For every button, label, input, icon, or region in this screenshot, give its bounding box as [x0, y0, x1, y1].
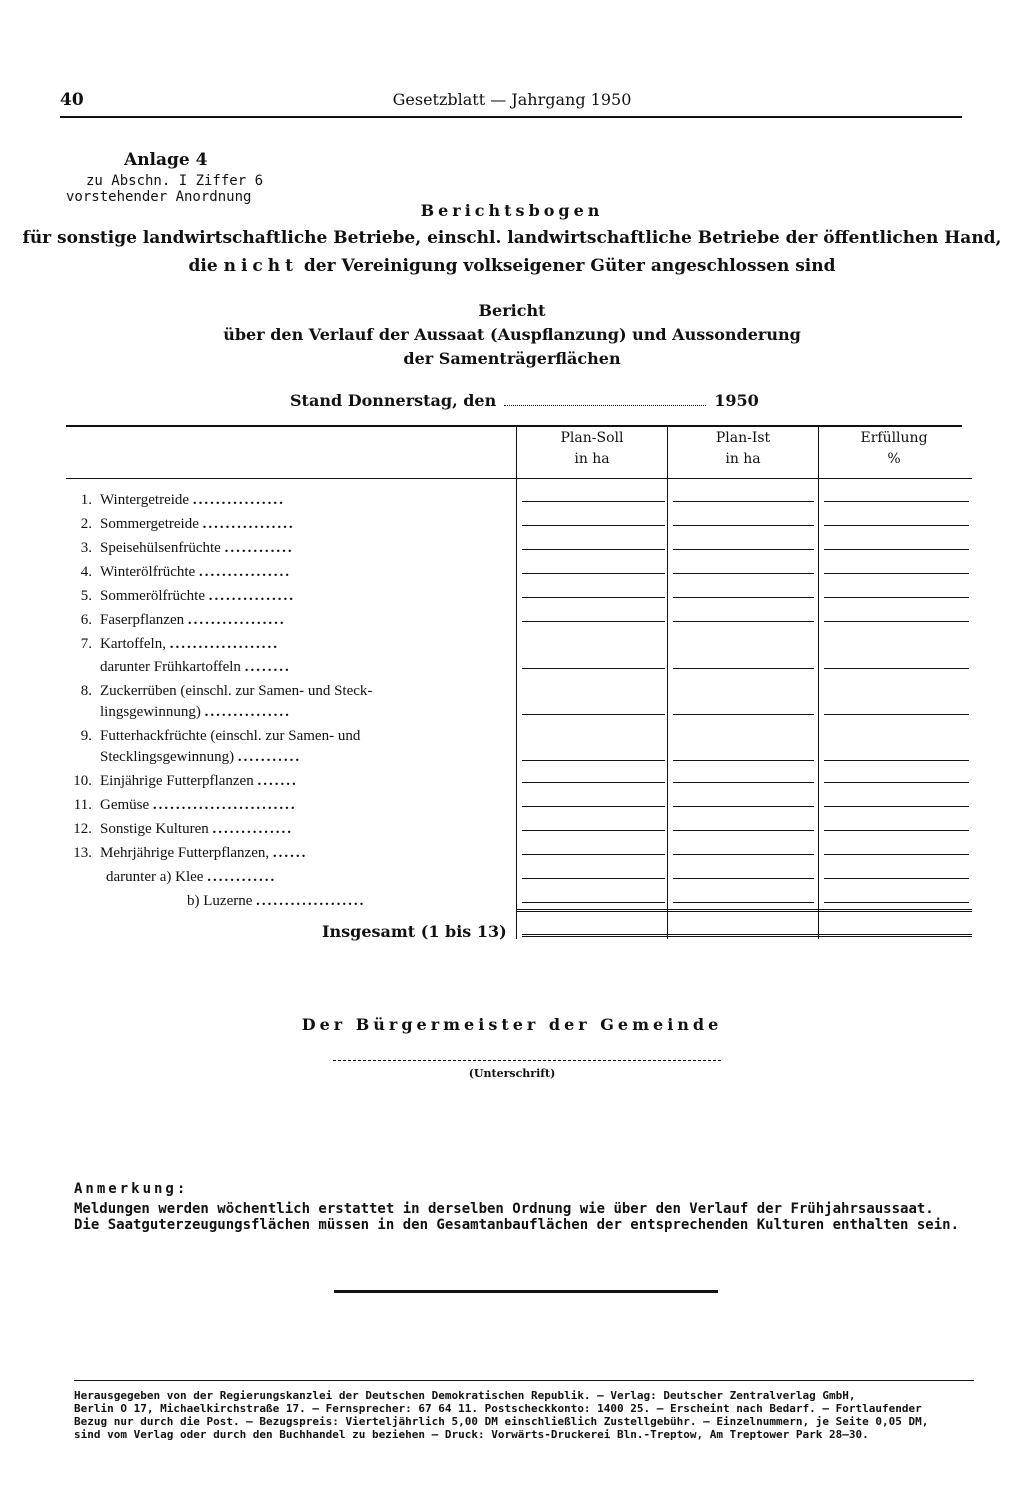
- row-number: 8.: [80, 683, 92, 699]
- entry-cell-line[interactable]: [824, 501, 969, 502]
- crop-label: lingsgewinnung): [100, 704, 201, 720]
- entry-cell-line[interactable]: [673, 760, 814, 761]
- crop-label: darunter Frühkartoffeln: [100, 659, 241, 675]
- crop-label: Sommerölfrüchte: [100, 588, 205, 604]
- leader-dots: ........: [244, 659, 291, 675]
- crop-label: Einjährige Futterpflanzen: [100, 773, 254, 789]
- total-label: Insgesamt (1 bis 13): [322, 922, 507, 941]
- column-header-plan-ist: [673, 428, 813, 470]
- crop-label: Sonstige Kulturen: [100, 821, 209, 837]
- entry-cell-line[interactable]: [673, 714, 814, 715]
- leader-dots: ...................: [169, 636, 279, 652]
- stand-label: Stand Donnerstag, den: [290, 391, 497, 410]
- annex-title: Anlage 4: [124, 150, 208, 170]
- entry-cell-line[interactable]: [673, 597, 814, 598]
- total-double-rule: [522, 934, 972, 937]
- entry-cell-line[interactable]: [522, 782, 665, 783]
- form-subtitle-line-1: für sonstige landwirtschaftliche Betriebe, einschl. landwirtschaftliche Betriebe der öffentlichen Hand,: [22, 228, 1002, 248]
- entry-cell-line[interactable]: [522, 878, 665, 879]
- entry-cell-line[interactable]: [673, 782, 814, 783]
- column-divider-1: [516, 425, 517, 939]
- table-row-label: [66, 659, 291, 676]
- entry-cell-line[interactable]: [824, 597, 969, 598]
- crop-label: Sommergetreide: [100, 516, 199, 532]
- entry-cell-line[interactable]: [824, 782, 969, 783]
- crop-label: Speisehülsenfrüchte: [100, 540, 221, 556]
- entry-cell-line[interactable]: [522, 501, 665, 502]
- row-number: 5.: [80, 588, 92, 604]
- row-number: 6.: [80, 612, 92, 628]
- table-row-label: [187, 893, 365, 910]
- entry-cell-line[interactable]: [673, 878, 814, 879]
- crop-label: darunter a) Klee: [106, 869, 204, 885]
- entry-cell-line[interactable]: [824, 760, 969, 761]
- entry-cell-line[interactable]: [522, 830, 665, 831]
- imprint-line-1: Herausgegeben von der Regierungskanzlei der Deutschen Demokratischen Republik. — Verlag: Deutscher Zentralverlag GmbH,: [74, 1389, 856, 1402]
- table-row-label: [66, 564, 291, 581]
- column-header-erfuellung: [824, 428, 964, 470]
- entry-cell-line[interactable]: [522, 806, 665, 807]
- leader-dots: ...............: [208, 588, 295, 604]
- table-row-label: [66, 516, 295, 533]
- entry-cell-line[interactable]: [824, 854, 969, 855]
- entry-cell-line[interactable]: [522, 902, 665, 903]
- table-row-label: [66, 821, 293, 838]
- column-divider-3: [818, 425, 819, 939]
- leader-dots: ................: [192, 492, 285, 508]
- subtitle-suffix: der Vereinigung volkseigener Güter angeschlossen sind: [303, 256, 836, 276]
- entry-cell-line[interactable]: [673, 549, 814, 550]
- entry-cell-line[interactable]: [824, 830, 969, 831]
- entry-cell-line[interactable]: [673, 806, 814, 807]
- row-number: 9.: [80, 728, 92, 744]
- subtitle-emphasis: nicht: [223, 256, 298, 276]
- header-rule: [60, 116, 962, 118]
- entry-cell-line[interactable]: [824, 573, 969, 574]
- table-row-label: [66, 540, 294, 557]
- entry-cell-line[interactable]: [522, 573, 665, 574]
- entry-cell-line[interactable]: [522, 854, 665, 855]
- leader-dots: ..............: [212, 821, 293, 837]
- column-header-line-1: Plan-Ist: [715, 430, 771, 446]
- entry-cell-line[interactable]: [673, 902, 814, 903]
- imprint-line-3: Bezug nur durch die Post. — Bezugspreis: Vierteljährlich 5,00 DM einschließlich Zustellgebühr. — Einzelnummern, je Seite 0,05 DM,: [74, 1415, 929, 1428]
- entry-cell-line[interactable]: [673, 668, 814, 669]
- table-row-label: [66, 612, 286, 629]
- entry-cell-line[interactable]: [824, 902, 969, 903]
- row-number: 7.: [80, 636, 92, 652]
- column-header-line-2: in ha: [574, 451, 610, 467]
- leader-dots: .........................: [152, 797, 297, 813]
- row-number: 2.: [80, 516, 92, 532]
- row-number: 11.: [73, 797, 92, 813]
- leader-dots: ............: [224, 540, 294, 556]
- running-title: Gesetzblatt — Jahrgang 1950: [392, 90, 632, 109]
- crop-label: b) Luzerne: [187, 893, 253, 909]
- leader-dots: ...........: [237, 749, 302, 765]
- subtitle-prefix: die: [188, 256, 218, 276]
- crop-label: Stecklingsgewinnung): [100, 749, 235, 765]
- entry-cell-line[interactable]: [673, 621, 814, 622]
- stand-year: 1950: [714, 391, 759, 410]
- entry-cell-line[interactable]: [673, 573, 814, 574]
- signature-field[interactable]: [333, 1060, 721, 1061]
- entry-cell-line[interactable]: [522, 760, 665, 761]
- imprint-line-4: sind vom Verlag oder durch den Buchhandel zu beziehen — Druck: Vorwärts-Druckerei Bln.-Treptow, Am Treptower Park 28—30.: [74, 1428, 869, 1441]
- report-line-1: über den Verlauf der Aussaat (Auspflanzung) und Aussonderung: [223, 325, 801, 344]
- report-line-2: der Samenträgerflächen: [403, 349, 621, 368]
- crop-label: Wintergetreide: [100, 492, 190, 508]
- entry-cell-line[interactable]: [522, 525, 665, 526]
- entry-cell-line[interactable]: [673, 854, 814, 855]
- signature-label: (Unterschrift): [468, 1067, 556, 1080]
- table-row-label: [66, 704, 291, 721]
- entry-cell-line[interactable]: [824, 549, 969, 550]
- row-number: 3.: [80, 540, 92, 556]
- leader-dots: ...............: [204, 704, 291, 720]
- row-number: 4.: [80, 564, 92, 580]
- table-top-rule: [66, 425, 962, 427]
- table-row-label: [66, 797, 297, 814]
- remark-line-2: Die Saatguterzeugungsflächen müssen in den Gesamtanbauflächen der entsprechenden Kulturen enthalten sein.: [74, 1217, 960, 1233]
- table-row-label: [66, 492, 285, 509]
- table-row-label: [66, 749, 301, 766]
- table-row-label: [66, 845, 307, 862]
- report-title: Bericht: [478, 301, 546, 320]
- crop-label: Winterölfrüchte: [100, 564, 196, 580]
- leader-dots: ......: [272, 845, 308, 861]
- total-separator-rule: [516, 909, 972, 912]
- column-header-line-2: %: [887, 451, 901, 467]
- imprint-line-2: Berlin O 17, Michaelkirchstraße 17. — Fernsprecher: 67 64 11. Postscheckkonto: 1400 25. — Erscheint nach Bedarf. — Fortlaufender: [74, 1402, 922, 1415]
- leader-dots: ............: [207, 869, 277, 885]
- leader-dots: .......: [257, 773, 298, 789]
- remark-line-1: Meldungen werden wöchentlich erstattet in derselben Ordnung wie über den Verlauf der Frühjahrsaussaat.: [74, 1201, 934, 1217]
- crop-label: Mehrjährige Futterpflanzen,: [100, 845, 270, 861]
- row-number: 10.: [73, 773, 92, 789]
- remark-heading: Anmerkung:: [74, 1181, 189, 1197]
- table-row-label: [66, 683, 372, 700]
- form-title: Berichtsbogen: [420, 201, 604, 220]
- table-row-label: [66, 728, 360, 745]
- entry-cell-line[interactable]: [824, 714, 969, 715]
- table-row-label: [66, 588, 295, 605]
- crop-label: Kartoffeln,: [100, 636, 166, 652]
- footer-rule: [74, 1380, 974, 1381]
- leader-dots: ................: [202, 516, 295, 532]
- entry-cell-line[interactable]: [824, 806, 969, 807]
- entry-cell-line[interactable]: [824, 878, 969, 879]
- date-blank-field[interactable]: [504, 393, 706, 406]
- closing-rule: [334, 1290, 718, 1293]
- row-number: 1.: [80, 492, 92, 508]
- column-header-plan-soll: [522, 428, 662, 470]
- entry-cell-line[interactable]: [824, 668, 969, 669]
- crop-label: Zuckerrüben (einschl. zur Samen- und Steck-: [100, 683, 373, 699]
- entry-cell-line[interactable]: [673, 525, 814, 526]
- table-row-label: [106, 869, 276, 886]
- mayor-title: Der Bürgermeister der Gemeinde: [301, 1015, 723, 1034]
- column-header-line-2: in ha: [725, 451, 761, 467]
- entry-cell-line[interactable]: [522, 549, 665, 550]
- column-divider-2: [667, 425, 668, 939]
- entry-cell-line[interactable]: [673, 830, 814, 831]
- entry-cell-line[interactable]: [522, 668, 665, 669]
- column-header-line-1: Erfüllung: [860, 430, 928, 446]
- table-row-label: [66, 773, 298, 790]
- stand-date-line: [290, 391, 759, 410]
- annex-reference-line-1: zu Abschn. I Ziffer 6: [86, 173, 264, 189]
- entry-cell-line[interactable]: [824, 525, 969, 526]
- form-subtitle-line-2: [0, 256, 1024, 276]
- entry-cell-line[interactable]: [824, 621, 969, 622]
- entry-cell-line[interactable]: [522, 714, 665, 715]
- table-header-rule: [66, 478, 972, 479]
- leader-dots: ................: [198, 564, 291, 580]
- column-header-line-1: Plan-Soll: [560, 430, 624, 446]
- crop-label: Gemüse: [100, 797, 150, 813]
- crop-label: Faserpflanzen: [100, 612, 185, 628]
- row-number: 13.: [73, 845, 92, 861]
- leader-dots: .................: [187, 612, 286, 628]
- entry-cell-line[interactable]: [522, 621, 665, 622]
- entry-cell-line[interactable]: [673, 501, 814, 502]
- table-row-label: [66, 636, 279, 653]
- crop-label: Futterhackfrüchte (einschl. zur Samen- und: [100, 728, 361, 744]
- entry-cell-line[interactable]: [522, 597, 665, 598]
- page-number: 40: [60, 90, 84, 110]
- leader-dots: ...................: [256, 893, 366, 909]
- row-number: 12.: [73, 821, 92, 837]
- annex-reference-line-2: vorstehender Anordnung: [66, 189, 252, 205]
